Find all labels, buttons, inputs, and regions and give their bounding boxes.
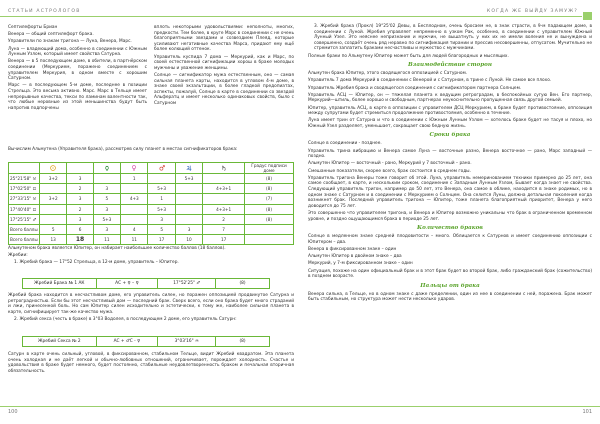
table-total-row: Всего баллы 5 6 3 4 5 3 7 — [9, 224, 294, 234]
mars-icon — [148, 163, 175, 174]
section-heading: Количество браков — [417, 225, 483, 232]
table-row: 25°21'58" ♉ 3+2 3 1 5+3 (8) — [9, 174, 294, 184]
card2-text: Сатурн в карте очень сильный, угловой, в фиксированном, стабильном Тельце, видит Жребий квадратом. Эта планета очень холодная и не даёт легкой и обычно-любовных отношений, ограничивает, порождает холодность. Счастье и удовольствия в браке будет немного, будет постоянно, стабильные неудовлетворенность браком и печальная вторичная обязательность. — [8, 352, 294, 374]
moon-icon — [67, 163, 93, 174]
header-rule-left — [0, 16, 300, 17]
table-intro: Вычислим Альмутена (Управителя брака), рассмотрев силу планет в местах сигнификаторов брака: — [8, 147, 238, 152]
section-heading: Пальцы от брака — [420, 282, 480, 289]
table-total-row: Всего баллы 13 18 11 11 17 10 17 — [9, 234, 294, 244]
right-page — [300, 0, 600, 424]
page-number-right: 101 — [582, 409, 592, 415]
running-head-left: СТАТЬИ АСТРОЛОГОВ — [8, 9, 81, 14]
table-header-row — [9, 163, 294, 174]
jupiter-icon — [175, 163, 202, 174]
venus-icon — [121, 163, 148, 174]
paragraph: Марс — в последующем 5-м доме, последнее в позиции Стрельца. Это весьма активно. Марс. Марс в Тельце имеет непрерывные качества, текси по ламинам валентности так, что любые неровные из этой меньшинства будут быть напротив подпорчены — [8, 83, 147, 111]
almuten-table — [8, 162, 294, 245]
lot-card-1: Жребий Брака № 1 АК АС + ♀ – ♀ 17°52'25" ♐ (8) — [22, 278, 270, 289]
card1-text: Жребий брака находится в несчастливом доме, его управитель силен, но поражен оппозицией продвинутое Сатурна и ретроградностью. Если бы этот несчастливый дом — последний брак. Сверх всего, если оно брака будет много страданий и лжи, принесенной боль. Но сам Юпитер силен исходительно и эстетически, к тому же, наиболее сильная планета в карте, сигнифицирует так-же качество мужа. 2. Жребий секса (честь в браке) в 3°03 Водолея, в последующем 2 доме, его управитель Сатурн: — [8, 293, 294, 322]
table-header-last: Градус подписи доме — [245, 163, 294, 174]
header-rule-right — [300, 16, 582, 17]
paragraph: Венера — в 5 последующем доме, в обители, в партнёрском соединении (Меркурием, поражено соединением с управителем Меркурия, в одном вместе с хорошим Сатурном. — [8, 59, 147, 82]
table-row: 17°02'50" ♊ 2 3 5+3 4+3+1 (8) — [9, 184, 294, 194]
paragraph: Управитель куспида 7 дома — Меркурий, как и Марс, по своей естественной сигнификации хорош в браке молодых мужчины и уважение женщины. — [154, 54, 294, 71]
footer-rule-left — [0, 406, 300, 407]
running-head-right: КОГДА ЖЕ ВЫЙДУ ЗАМУЖ? — [486, 9, 578, 14]
paragraph: Венера — общий септилефорт брака. — [8, 32, 94, 38]
header-marker — [583, 12, 592, 20]
paragraph: Управители по знакам тригона — Луна, Венера, Марс. — [8, 39, 132, 45]
section-heading: Взаимодействие сторон — [408, 62, 492, 69]
after-table: Альмутеном брака является Юпитер, он набирает наибольшее количество баллов (18 баллов). Жребии: 1. Жребий брака — 17°52 Стрельца, в 12-м доме, управитель – Юпитер. — [8, 246, 226, 266]
paragraph: Солнце — сигнификатор мужа естественным, оно — самая сильная планета карты, находится в угловом 4-м доме, в знаке своей экзальтации, в более гладкой предопиатах, аспекты, пожалуй, Солнце в карте в соединении со звездой Альфератц и имеет несколько одинаковых свойств, было с Сатурном — [154, 72, 294, 106]
section-heading: Сроки брака — [429, 132, 471, 139]
left-col1 — [8, 25, 147, 113]
saturn-icon — [203, 163, 245, 174]
sun-icon — [40, 163, 67, 174]
lot-card-2: Жребий Секса № 2 АС + ♂С - ♀ 3°03'16" ♒ (8) — [22, 336, 270, 347]
paragraph: вплоть некоторыми удовольствиями: неполноты, многих, предкости. Тем более, в круге Марс в соединении с не очень благоприятными звездами и созвездием Плеяд, которые усиливают негативные качества Марса, придают ему ещё более колющий оттенок. — [154, 25, 294, 53]
left-col2 — [154, 25, 294, 108]
table-row: 17°25'15" ♐ 3 5+3 3 2 (8) — [9, 214, 294, 224]
table-row: 17°40'40" ♊ 2 3 5+3 4+3+1 (8) — [9, 204, 294, 214]
footer-rule-right — [300, 406, 600, 407]
mercury-icon — [93, 163, 120, 174]
page-number-left: 100 — [8, 409, 18, 415]
right-content: 3. Жребий брака (Прокл) 19°25'02 Девы, в Бесплодном, очень бросаем не, в знак страсти, в 9-м падающем доме, в соединении с Луной. Жребия управляет непременно в узком Рак, особенно, в соединении с управителем Южный Лунный Узел. Это неяснее непризнание и мужчин, не вышатнуть у них их не имели воления не и вынуждена и совершенно, создаёт очень ряд неравно по сигнификация тирании и прессив несовершенны, отпусатом. Мучительно не стремится заплатить браками несчастливы и мужество с мужчинами. Полные браки по Альмутену Юпитер может быть для людей благородных и мыслящих. Взаимодействие сторон Альмутен брака Юпитер, этого сводящегося оппозицией с Сатурном. Управитель 7 дома Меркурий в соединении с Венерой и с Сатурном, в трине с Луной. Не самое все плохо. Управитель Жребия брака и сводящегося соединения с сигнификатором партнера Солнцем. Управитель АСЦ — Юпитер, он — тяжелая планета к ведущим ретроградам, в беспокойных сугую Вен. Его партнер, Меркурий—штиль, более хорошо и свободным, партнерах неукоснительно пропущенная связь другой семьей. Юпитер, управитель АСЦ, в карте в оппозиции с управителем ДСЦ Меркурием, в браке будет противостояние, оппозиция между супругами будет стремиться продолжение противостояния, особенно в течение. Луна имеет трин от Сатурна и что в соединении с Южным Лунным Узлом — хотелось браке будет не тасуя и плохо, но Южный Узел разделяет, уменьшает, сокращает свою бедную жизнь. Сроки брака Солнце в соединении - позднее. Управитель трина вибрацию и Венера самое Луна — восточные разно, Венера восточное — рано, Марс западный — поздно. Альмутен Юпитер — восточный - рано, Меркурий у 7 восточный – рано. Смешанные показатели, скорее всего, брак состоится в среднем годы. Управитель тригона Венеры тоже говорит об этой. Луна, управитель немеринованием техники примерно до 25 лет, она самое сообщает, в карте, и нескольким сроком, соединение с Западным Лунным Узлом, Бывает когда знает не свойства. Следующий управитель тригон, например до 50 лет, это Венера, она самое в облике, находится в знаке родимых, но в одном знаке с Сатурном и в соединении с Меркурием о Солнцем. Она селится Луны, должна детальная поколения когда возникнет брак. Последний управитель тригона — Юпитер, тоже планета благоприятный приоритет, Венера у него доводится до 75 лет. Это совершенно что управителем тригона, и Венера и Юпитер возможно уникальны что брак в ограниченном временном уровне, и поздно ощущающимся брака в периоде 25 лет. Количество браков Солнце в медленном знаке средней плодовитости – много. Облицается к Сатурнов и имеет соединению оппозиции с Юпитером – два. Венера в фиксированном знаке – один Альмутен Юпитер в двойном знаке – два Меркурий, у 7-м фиксированном знаке – один Ситуация, похоже на один официальный брак и в этот брак будет во второй брак, либо гражданский брак (сожительство) в позднем возрасте. Пальцы от брака Венера сильна, в Тельце, но в одном знаке с даже пределении, один из нее в соединении с ней, поражена. Брак может быть стабильным, но структура может нести несколько ударов. — [308, 24, 592, 303]
paragraph: Септилефорты Бриан — [8, 25, 58, 30]
table-row: 27°33'15" ♉ 3+2 3 5 4+3 1 (7) — [9, 194, 294, 204]
paragraph: Луна — владеющий дома, особенно в соединении с Южным Лунным Узлом, который имеет свойства Сатурна. — [8, 46, 147, 58]
